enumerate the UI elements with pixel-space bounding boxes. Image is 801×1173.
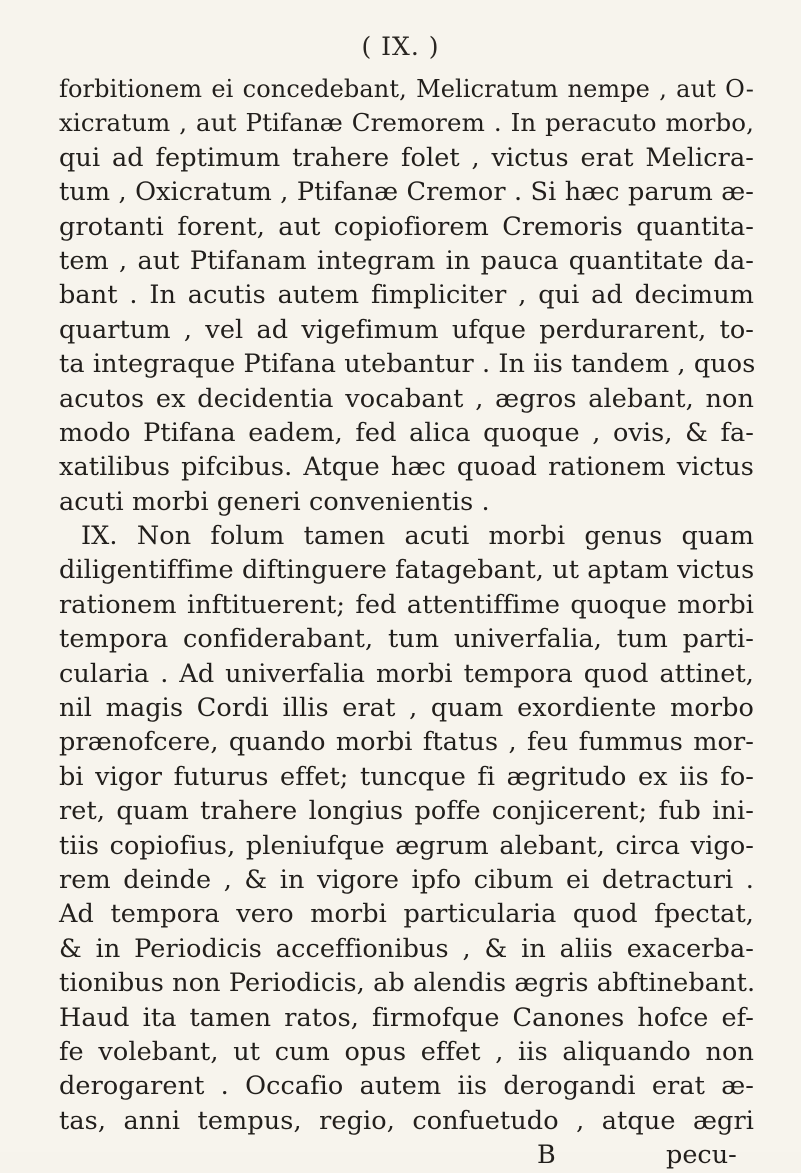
text-line: tempora confiderabant, tum univerfalia, tum parti- [59,624,754,655]
text-line: xatilibus pifcibus. Atque hæc quoad rationem victus [59,452,754,483]
text-line: quartum , vel ad vigefimum ufque perdurarent, to- [59,314,754,345]
text-line: acutos ex decidentia vocabant , ægros alebant, non [59,383,754,414]
text-line: tionibus non Periodicis, ab alendis ægris abftinebant. [59,968,756,999]
text-line: prænofcere, quando morbi ftatus , feu fummus mor- [59,727,754,758]
text-line: fe volebant, ut cum opus effet , iis aliquando non [59,1036,754,1067]
text-line: bant . In acutis autem fimpliciter , qui ad decimum [59,280,754,311]
text-line: tiis copiofius, pleniufque ægrum alebant, circa vigo- [59,830,754,861]
text-line: Haud ita tamen ratos, firmofque Canones hofce ef- [59,1002,754,1033]
text-line: diligentiffime diftinguere fatagebant, ut aptam victus [59,555,755,586]
text-line: rem deinde , & in vigore ipfo cibum ei detracturi . [59,864,754,895]
text-line: grotanti forent, aut copiofiorem Cremoris quantita- [59,211,754,242]
text-line: & in Periodicis acceffionibus , & in aliis exacerba- [59,933,754,964]
text-line: nil magis Cordi illis erat , quam exordiente morbo [59,693,754,724]
text-line: modo Ptifana eadem, fed alica quoque , ovis, & fa- [59,417,754,448]
text-line: derogarent . Occafio autem iis derogandi erat æ- [59,1071,754,1102]
catchword: pecu- [666,1140,737,1171]
paragraph-end-line: acuti morbi generi convenientis . [59,486,490,517]
text-line: rationem inftituerent; fed attentiffime quoque morbi [59,589,754,620]
text-line: qui ad feptimum trahere folet , victus erat Melicra- [59,142,754,173]
text-line: ret, quam trahere longius poffe conjicerent; fub ini- [59,796,754,827]
footer-line [59,1138,754,1172]
text-line: tem , aut Ptifanam integram in pauca quantitate da- [59,245,754,276]
text-line: forbitionem ei concedebant, Melicratum nempe , aut O- [59,75,754,103]
text-line: xicratum , aut Ptifanæ Cremorem . In peracuto morbo, [59,108,754,138]
section-heading-line: IX. Non folum tamen acuti morbi genus quam [81,521,754,552]
text-line: bi vigor futurus effet; tuncque fi ægritudo ex iis fo- [59,761,754,792]
text-line: cularia . Ad univerfalia morbi tempora quod attinet, [59,658,754,689]
body-text [59,72,754,1173]
text-line: ta integraque Ptifana utebantur . In iis tandem , quos [59,349,756,380]
text-line: tas, anni tempus, regio, confuetudo , atque ægri [59,1105,754,1136]
signature-mark: B [537,1140,556,1171]
text-line: tum , Oxicratum , Ptifanæ Cremor . Si hæc parum æ- [59,177,754,208]
page-number: ( IX. ) [361,32,440,61]
text-line: Ad tempora vero morbi particularia quod fpectat, [59,899,754,930]
